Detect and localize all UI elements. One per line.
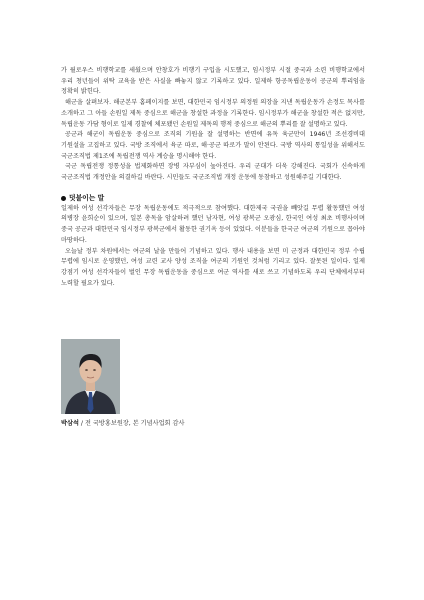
article-paragraph: 공군과 해군이 독립운동 중심으로 조직의 기원을 잘 설명하는 반면에 유독 육군만이 1946년 조선경비대 기원설을 고집하고 있다. 국방 조직에서 육군 따로, 해·공군 따로가 말이 안된다. 국방 역사의 통일성을 위해서도 국군조직법 제1조에 독립전쟁 역사 계승을 명시해야 한다. bbox=[61, 131, 365, 160]
bullet-icon bbox=[61, 196, 66, 201]
appendix-paragraph: 일제하 여성 선각자들은 무장 독립운동에도 적극적으로 참여했다. 대한제국 국권을 빼앗길 무렵 활동했던 여성 의병장 윤희순이 있으며, 일본 총독을 암살하려 했던 남자현, 여성 광복군 오광심, 한국인 여성 최초 비행사이며 중국 공군과 대한민국 임시정부 광복군에서 활동한 권기옥 등이 있었다. 이분들을 한국군 여군의 기원으로 꼽아야 마땅하다. bbox=[61, 204, 365, 244]
author-separator: / bbox=[80, 420, 83, 428]
article-paragraph: 국군 독립전쟁 정통성을 법제화하면 장병 자부심이 높아진다. 우리 군대가 더욱 강해진다. 국회가 신속하게 국군조직법 개정안을 의결하길 바란다. 시민들도 국군조직법 개정 운동에 동참하고 성원해주길 기대한다. bbox=[61, 163, 365, 182]
appendix-heading bbox=[61, 193, 365, 204]
author-portrait bbox=[61, 339, 120, 414]
author-caption bbox=[61, 419, 365, 429]
article-paragraph: 해군을 살펴보자. 해군본부 홈페이지를 보면, 대한민국 임시정부 의정원 의장을 지낸 독립운동가 손정도 목사를 소개하고 그 아들 손원일 제독 중심으로 해군을 창설한 과정을 기록한다. 임시정부가 해군을 창설한 적은 없지만, 독립운동 가담 형이로 일제 경찰에 체포됐던 손원일 제독의 행적 중심으로 해군의 뿌리를 잘 설명하고 있다. bbox=[61, 99, 365, 128]
author-name: 박삼석 bbox=[61, 420, 79, 428]
article-paragraph: 가 윌로우스 비행학교를 세웠으며 안창호가 비행기 구입을 시도했고, 임시정부 시절 중국과 소련 비행학교에서 우리 청년들이 위탁 교육을 받은 사실을 빠놓지 않고 기록하고 있다. 일제하 항공독립운동이 공군의 뿌리임을 정확히 밝힌다. bbox=[61, 67, 365, 96]
appendix-title: 덧붙이는 말 bbox=[69, 193, 105, 202]
appendix-paragraph: 오늘날 정부 차원에서는 여군의 날을 만들어 기념하고 있다. 행사 내용을 보면 미 군정과 대한민국 정부 수립 무렵에 임시로 운영했던, 여성 교련 교사 양성 조직을 여군의 기원인 것처럼 기리고 있다. 잘못된 일이다. 일제 강점기 여성 선각자들이 벌인 무장 독립운동을 중심으로 여군 역사를 새로 쓰고 기념하도록 우리 단체에서부터 노력할 필요가 있다. bbox=[61, 247, 365, 287]
author-title: 전 국방홍보원장, 본 기념사업회 감사 bbox=[84, 420, 185, 428]
article-page bbox=[61, 66, 365, 429]
author-photo bbox=[61, 339, 120, 414]
